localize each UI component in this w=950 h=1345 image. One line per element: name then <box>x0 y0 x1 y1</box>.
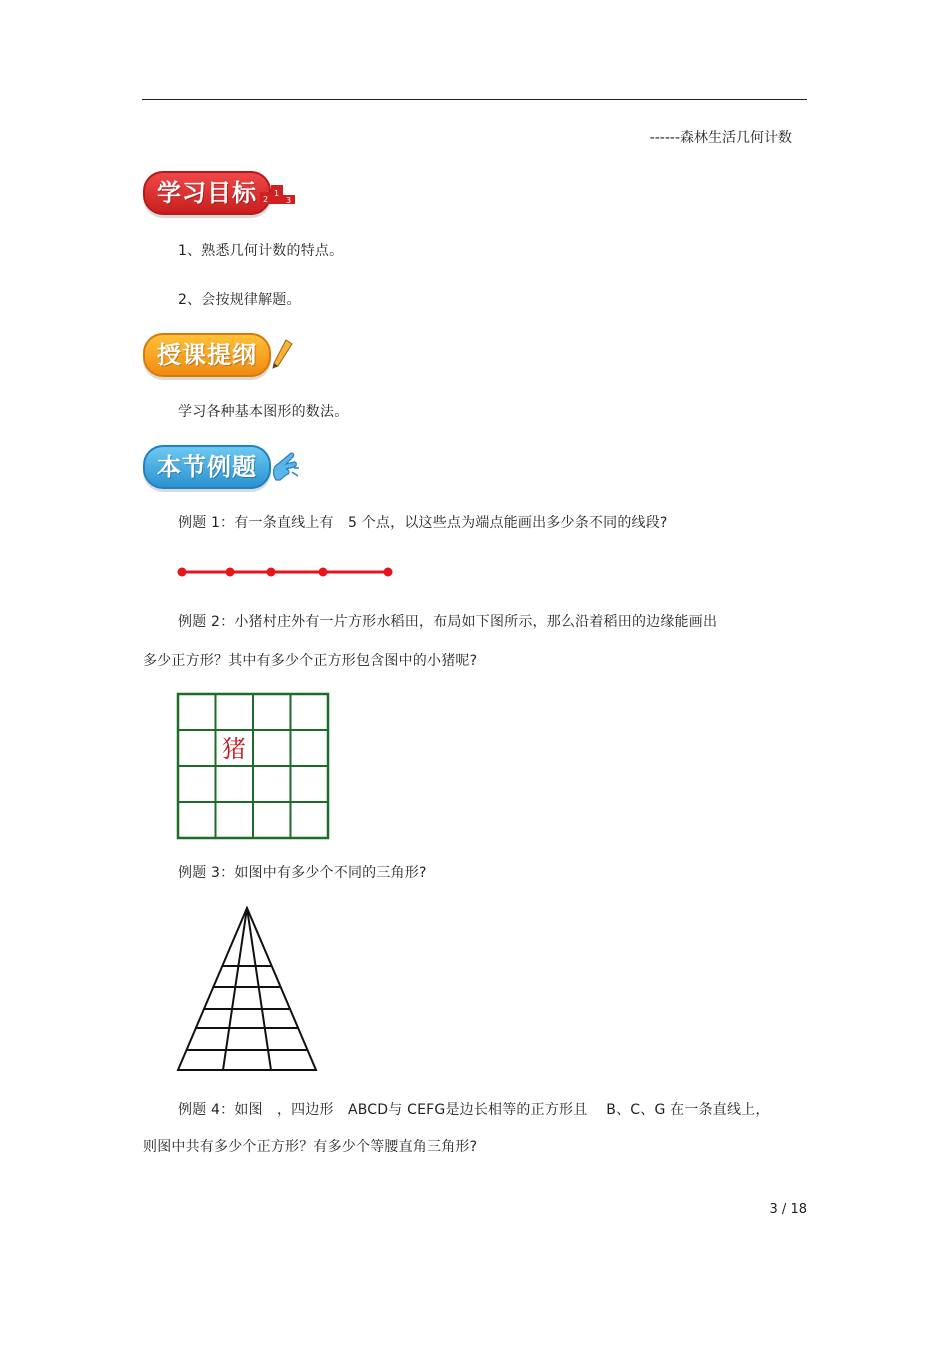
podium-icon <box>258 182 298 206</box>
example-1-segment-figure <box>172 562 398 582</box>
example-2-text-line1: 例题 2：小猪村庄外有一片方形水稻田，布局如下图所示，那么沿着稻田的边缘能画出 <box>178 614 718 630</box>
header-rule <box>142 99 807 100</box>
section-badge-outline: 授课提纲 <box>143 333 271 377</box>
svg-text:2: 2 <box>263 195 269 204</box>
outline-text: 学习各种基本图形的数法。 <box>178 404 349 420</box>
segment-point <box>226 568 235 577</box>
example-1-text: 例题 1：有一条直线上有 5 个点，以这些点为端点能画出多少条不同的线段? <box>178 515 668 531</box>
segment-point <box>319 568 328 577</box>
example-4-text-line1: 例题 4：如图 ，四边形 ABCD与 CEFG是边长相等的正方形且 B、C、G 在一条直线上， <box>178 1102 770 1118</box>
example-2-rice-field-grid <box>176 692 330 840</box>
example-3-text: 例题 3：如图中有多少个不同的三角形? <box>178 865 427 881</box>
svg-text:1: 1 <box>274 189 280 198</box>
pencil-icon <box>268 338 294 372</box>
segment-point <box>178 568 187 577</box>
page-subtitle: ------森林生活几何计数 <box>649 130 792 146</box>
example-2-text-line2: 多少正方形？其中有多少个正方形包含图中的小猪呢? <box>143 653 478 669</box>
section-badge-examples: 本节例题 <box>143 445 271 489</box>
section-badge-goals: 学习目标 <box>143 171 271 215</box>
example-3-triangle-figure <box>174 904 322 1074</box>
segment-point <box>267 568 276 577</box>
svg-text:3: 3 <box>286 196 292 205</box>
goal-item-1: 1、熟悉几何计数的特点。 <box>178 243 344 259</box>
page-number: 3 / 18 <box>769 1202 807 1217</box>
pig-label: 猪 <box>222 735 246 763</box>
pointing-hand-icon <box>270 450 300 484</box>
example-4-text-line2: 则图中共有多少个正方形？有多少个等腰直角三角形? <box>143 1139 478 1155</box>
segment-point <box>384 568 393 577</box>
goal-item-2: 2、会按规律解题。 <box>178 292 301 308</box>
